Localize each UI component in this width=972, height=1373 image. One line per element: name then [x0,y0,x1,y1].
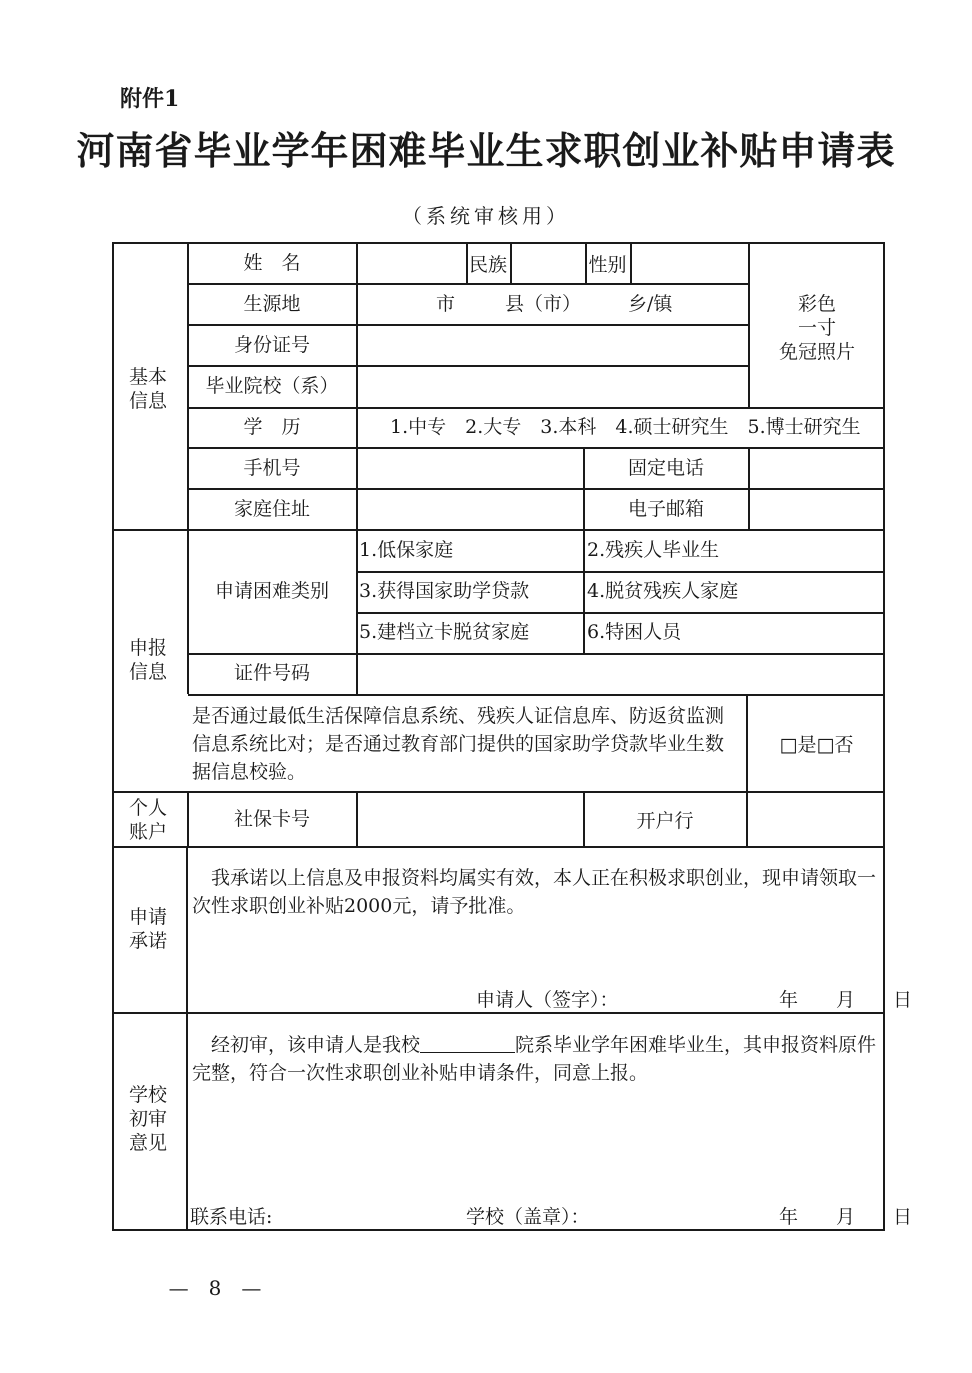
cert-number-label: 证件号码 [233,662,310,684]
review-statement [192,1031,880,1087]
category-option-3: 3.获得国家助学贷款 [359,580,530,602]
category-option-6: 6.特困人员 [587,621,682,643]
mobile-label: 手机号 [243,457,301,479]
row-divider [188,488,885,490]
landline-label: 固定电话 [627,457,704,479]
section-divider [112,529,885,531]
form-title: 河南省毕业学年困难毕业生求职创业补贴申请表 [76,128,896,173]
section-account-label: 个人账户 [128,797,167,843]
promise-statement: 我承诺以上信息及申报资料均属实有效，本人正在积极求职创业，现申请领取一次性求职创业补贴2000元，请予批准。 [192,867,877,917]
row-divider [188,447,885,449]
form-subtitle: （系统审核用） [402,204,570,228]
section-divider [112,1012,885,1014]
section-divider [112,791,885,793]
photo-line-3: 免冠照片 [778,341,855,363]
category-option-2: 2.残疾人毕业生 [587,539,720,561]
review-date: 年 月 日 [779,1206,913,1228]
col-divider [510,242,512,283]
verify-yes-no[interactable]: □是□否 [779,734,854,756]
address-label: 家庭住址 [233,498,310,520]
review-text-end: 院系毕业学年困难毕业生，其申报资料原件完整，符合一次性求职创业补贴申请条件，同意上报。 [192,1034,877,1084]
page-number: — 8 — [168,1276,262,1300]
bank-label: 开户行 [636,810,694,832]
social-card-label: 社保卡号 [233,808,310,830]
origin-county: 县（市） [505,293,582,315]
section-divider [112,846,885,848]
category-option-5: 5.建档立卡脱贫家庭 [359,621,530,643]
email-label: 电子邮箱 [627,498,704,520]
row-divider [356,612,885,614]
verify-statement: 是否通过最低生活保障信息系统、残疾人证信息库、防返贫监测信息系统比对；是否通过教育部门提供的国家助学贷款毕业生数据信息校验。 [192,705,725,783]
school-label: 毕业院校（系） [205,375,339,397]
department-blank [420,1034,515,1053]
col-divider [356,791,358,846]
category-label: 申请困难类别 [214,580,329,602]
col-divider [746,694,748,846]
col-divider [630,242,632,283]
section-declare-label: 申报信息 [128,637,167,683]
ethnicity-label: 民族 [468,254,507,276]
col-divider [186,846,188,1231]
section-review-label: 学校初审意见 [128,1084,167,1154]
category-option-1: 1.低保家庭 [359,539,454,561]
row-divider [188,407,885,409]
education-options: 1.中专 2.大专 3.本科 4.硕士研究生 5.博士研究生 [390,416,861,438]
photo-line-1: 彩色 [797,293,836,315]
col-divider [583,529,585,653]
category-option-4: 4.脱贫残疾人家庭 [587,580,739,602]
row-divider [188,324,749,326]
review-text-start: 经初审，该申请人是我校 [211,1034,421,1056]
origin-town: 乡/镇 [628,293,673,315]
origin-city: 市 [436,293,456,315]
row-divider [356,571,885,573]
row-divider [188,365,749,367]
contact-phone-label: 联系电话: [190,1206,273,1228]
id-number-label: 身份证号 [233,334,310,356]
row-divider [188,283,749,285]
name-label: 姓 名 [243,252,301,274]
attachment-label: 附件1 [120,86,180,112]
education-label: 学 历 [243,416,301,438]
photo-line-2: 一寸 [797,317,836,339]
col-divider [356,242,358,694]
section-promise-label: 申请承诺 [128,906,167,952]
gender-label: 性别 [588,254,627,276]
promise-date: 年 月 日 [779,989,913,1011]
applicant-signature-label: 申请人（签字）： [476,989,619,1011]
school-seal-label: 学校（盖章）： [466,1206,590,1228]
section-basic-label: 基本信息 [128,366,167,412]
origin-label: 生源地 [243,293,301,315]
row-divider [188,694,885,696]
col-divider [748,447,750,529]
row-divider [188,653,885,655]
